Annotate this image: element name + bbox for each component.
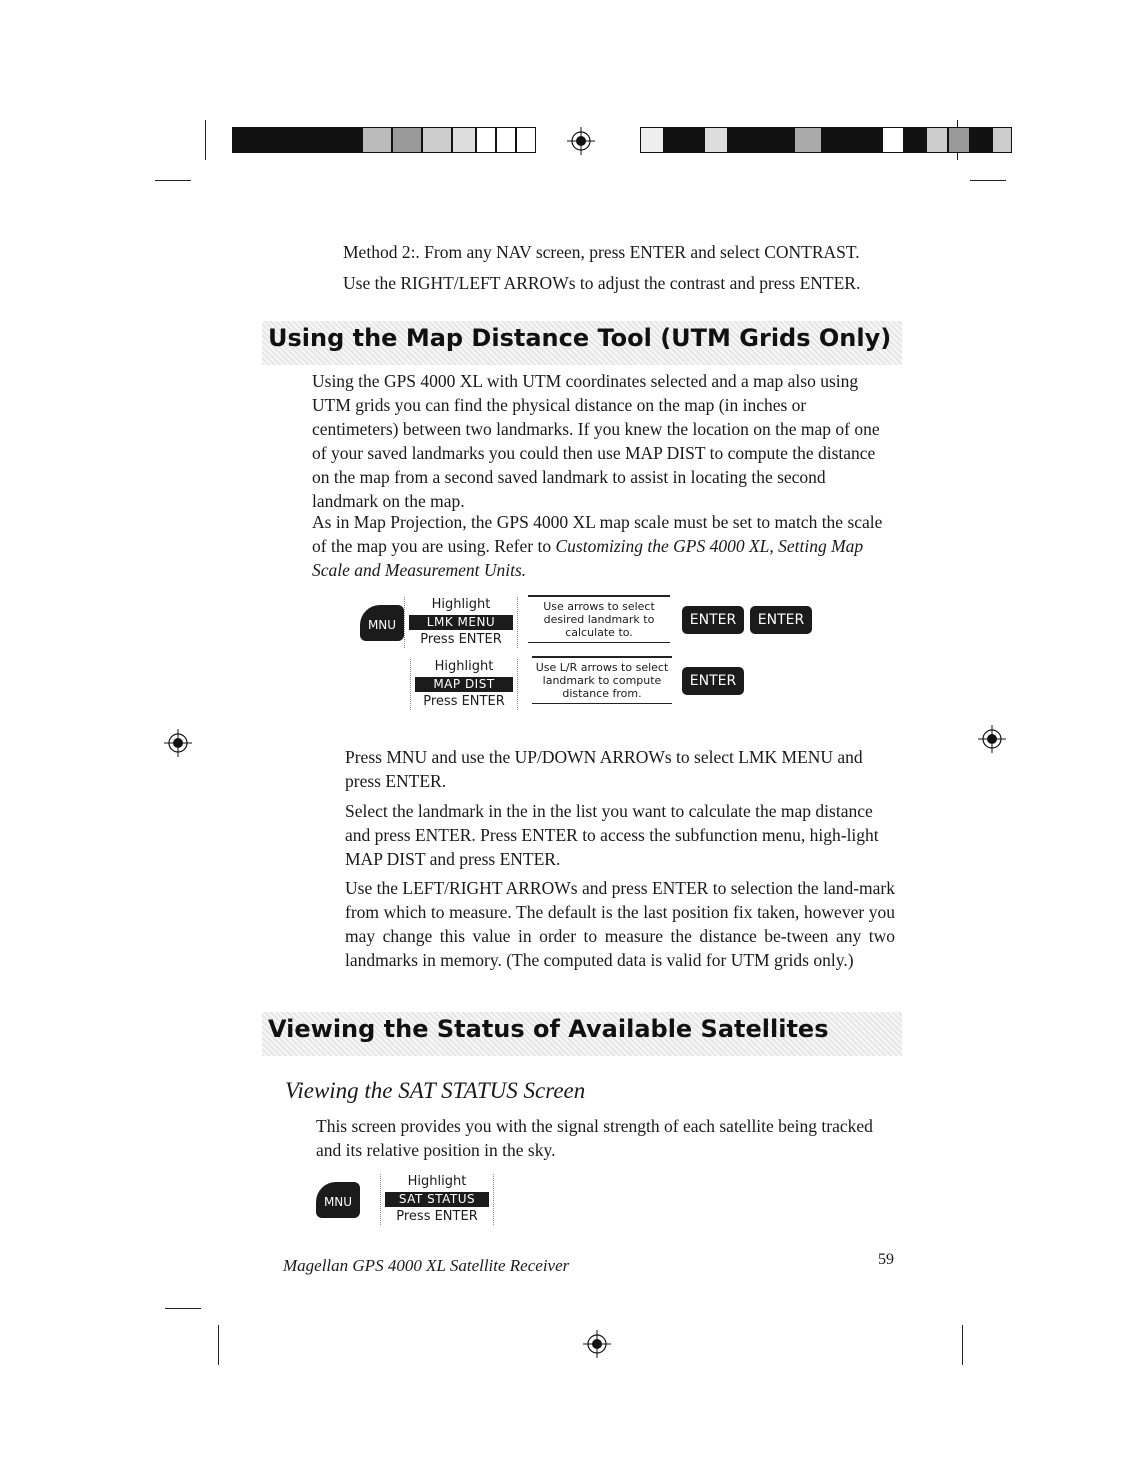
section-heading-bar: [262, 1012, 902, 1056]
enter-key: ENTER: [750, 606, 812, 634]
section1-paragraph-1: Using the GPS 4000 XL with UTM coordinates selected and a map also using UTM grids you can find the physical distance on the map (in inches or centimeters) between two landmarks. If you knew the location on the map of one of your saved landmarks you could then use MAP DIST to compute the distance on the map from a second saved landmark to assist in locating the second landmark on the map.: [312, 371, 880, 511]
section1-paragraph-4: Select the landmark in the in the list you want to calculate the map distance and press ENTER. Press ENTER to access the subfunction menu, high-light MAP DIST and press ENTER.: [345, 801, 879, 869]
section-heading: Using the Map Distance Tool (UTM Grids Only): [268, 324, 892, 352]
paragraph-text: As in Map Projection, the GPS 4000 XL map scale must be set to match the scale of the map you are using. Refer to: [312, 512, 883, 556]
section1-paragraph-3: Press MNU and use the UP/DOWN ARROWs to select LMK MENU and press ENTER.: [345, 747, 863, 791]
menu-item-lmk-menu: LMK MENU: [409, 615, 513, 630]
enter-key: ENTER: [682, 667, 744, 695]
subsection-heading: Viewing the SAT STATUS Screen: [285, 1078, 586, 1103]
registration-target-icon: [164, 729, 192, 757]
instruction-note-2: Use L/R arrows to select landmark to compute distance from.: [532, 656, 672, 704]
highlight-box-map-dist: [410, 659, 518, 710]
enter-key: ENTER: [682, 606, 744, 634]
mnu-key: MNU: [360, 605, 404, 641]
highlight-box-sat-status: [380, 1174, 494, 1225]
crop-mark: [165, 1308, 201, 1309]
crop-mark: [962, 1325, 963, 1365]
page-number: 59: [878, 1251, 894, 1268]
highlight-box-lmk-menu: [404, 597, 518, 648]
footer-title: Magellan GPS 4000 XL Satellite Receiver: [283, 1256, 570, 1275]
registration-target-icon: [978, 725, 1006, 753]
menu-item-sat-status: SAT STATUS: [385, 1192, 489, 1207]
highlight-label: Highlight: [431, 597, 491, 612]
highlight-label: Highlight: [434, 659, 494, 674]
highlight-label: Highlight: [407, 1174, 467, 1189]
instruction-note-1: Use arrows to select desired landmark to calculate to.: [528, 595, 670, 643]
section-heading-bar: [262, 321, 902, 365]
calibration-bar-right: [640, 127, 1012, 153]
registration-target-icon: [583, 1330, 611, 1358]
crop-mark: [218, 1325, 219, 1365]
crop-mark: [155, 180, 191, 181]
crop-mark: [970, 180, 1006, 181]
cross-reference: Customizing the GPS 4000 XL, Setting Map Scale and Measurement Units.: [312, 536, 864, 580]
method-line-1: Method 2:. From any NAV screen, press ENTER and select CONTRAST.: [343, 242, 860, 262]
section-heading: Viewing the Status of Available Satellites: [268, 1015, 829, 1043]
mnu-key: MNU: [316, 1182, 360, 1218]
section1-paragraph-2: [312, 510, 884, 582]
press-enter-label: Press ENTER: [423, 694, 505, 709]
section1-paragraph-5: Use the LEFT/RIGHT ARROWs and press ENTER to selection the land-mark from which to measure. The default is the last position fix taken, however you may change this value in order to measure the distance be-tween any two landmarks in memory. (The computed data is valid for UTM grids only.): [345, 878, 895, 970]
section2-paragraph-1: This screen provides you with the signal strength of each satellite being tracked and its relative position in the sky.: [316, 1116, 873, 1160]
registration-target-icon: [567, 127, 595, 155]
calibration-bar-left: [232, 127, 536, 153]
press-enter-label: Press ENTER: [420, 632, 502, 647]
method-line-2: Use the RIGHT/LEFT ARROWs to adjust the contrast and press ENTER.: [343, 273, 861, 293]
crop-mark: [205, 120, 206, 160]
press-enter-label: Press ENTER: [396, 1209, 478, 1224]
menu-item-map-dist: MAP DIST: [415, 677, 513, 692]
